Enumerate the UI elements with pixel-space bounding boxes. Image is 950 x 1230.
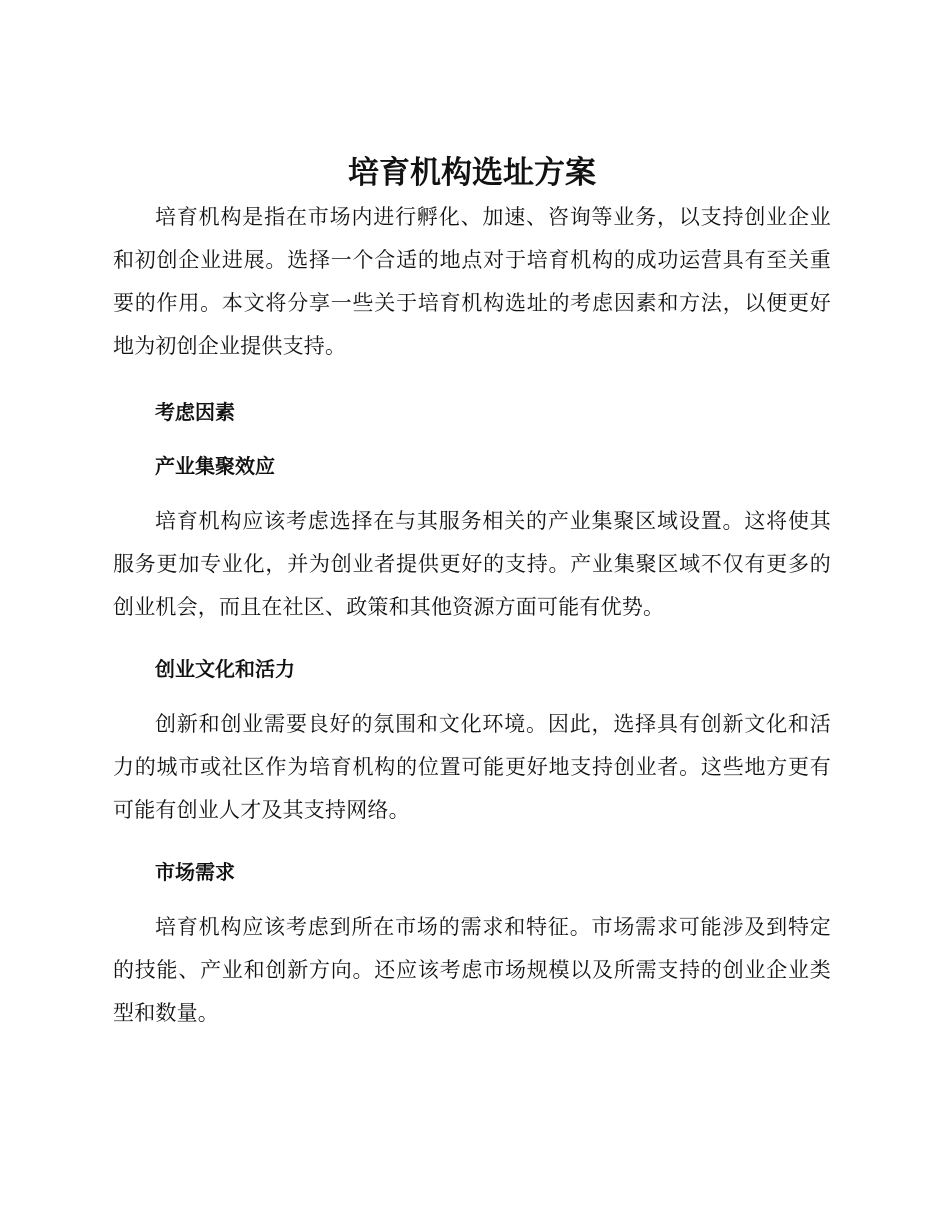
document-title: 培育机构选址方案 — [348, 155, 596, 191]
document-page — [113, 150, 831, 1035]
section-heading-factors: 考虑因素 — [155, 400, 235, 424]
subsection-heading-market-demand: 市场需求 — [155, 860, 235, 884]
subsection-heading-industry-cluster: 产业集聚效应 — [155, 454, 275, 478]
intro-paragraph: 培育机构是指在市场内进行孵化、加速、咨询等业务，以支持创业企业和初创企业进展。选择一个合适的地点对于培育机构的成功运营具有至关重要的作用。本文将分享一些关于培育机构选址的考虑因素和方法，以便更好地为初创企业提供支持。 — [113, 205, 831, 358]
subsection-body-startup-culture: 创新和创业需要良好的氛围和文化环境。因此，选择具有创新文化和活力的城市或社区作为培育机构的位置可能更好地支持创业者。这些地方更有可能有创业人才及其支持网络。 — [113, 712, 831, 822]
subsection-heading-startup-culture: 创业文化和活力 — [155, 657, 295, 681]
subsection-body-market-demand: 培育机构应该考虑到所在市场的需求和特征。市场需求可能涉及到特定的技能、产业和创新方向。还应该考虑市场规模以及所需支持的创业企业类型和数量。 — [113, 915, 831, 1025]
subsection-body-industry-cluster: 培育机构应该考虑选择在与其服务相关的产业集聚区域设置。这将使其服务更加专业化，并为创业者提供更好的支持。产业集聚区域不仅有更多的创业机会，而且在社区、政策和其他资源方面可能有优势。 — [113, 509, 831, 619]
